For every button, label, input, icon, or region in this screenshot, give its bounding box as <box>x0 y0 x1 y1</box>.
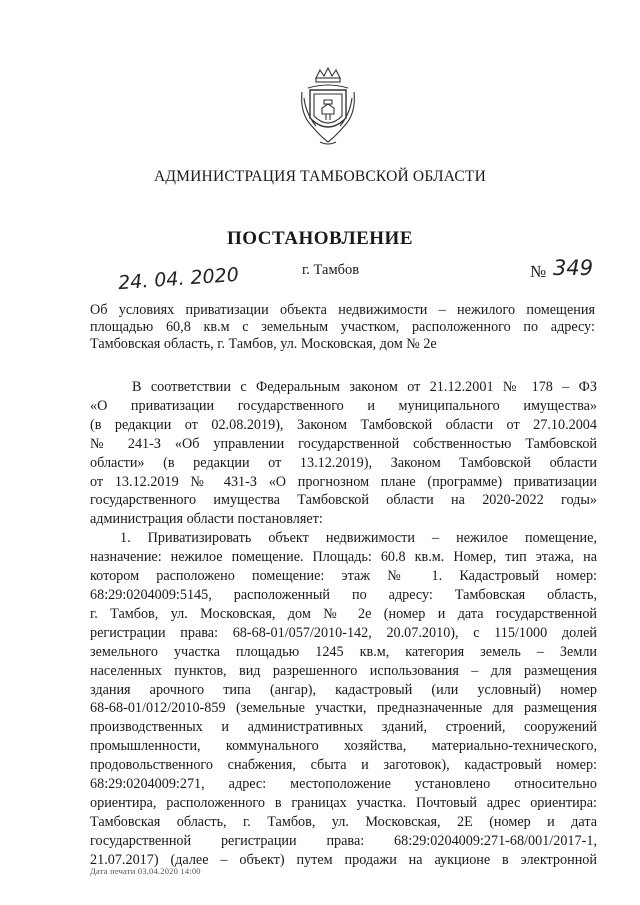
body-line: г. Тамбов, ул. Московская, дом № 2е (номер и дата государственной <box>90 605 597 622</box>
body-line: промышленности, коммунального хозяйства, материально-технического, <box>90 738 597 755</box>
body-line: администрация области постановляет: <box>90 511 323 528</box>
body-line: производственных и административных зданий, строений, сооружений <box>90 719 597 736</box>
body-line: № 241-З «Об управлении государственной собственностью Тамбовской <box>90 435 597 452</box>
handwritten-date: 24. 04. 2020 <box>117 263 240 295</box>
body-line: 68-68-01/012/2010-859 (земельные участки, предназначенные для размещения <box>90 700 597 717</box>
body-line: от 13.12.2019 № 431-З «О прогнозном плане (программе) приватизации <box>90 473 597 490</box>
subject-line: площадью 60,8 кв.м с земельным участком, расположенного по адресу: <box>90 319 595 335</box>
subject-line: Об условиях приватизации объекта недвижимости – нежилого помещения <box>90 302 595 318</box>
handwritten-number: 349 <box>553 256 594 280</box>
body-line: Тамбовская область, г. Тамбов, ул. Московская, 2Е (номер и дата <box>90 813 597 830</box>
body-line: 21.07.2017) (далее – объект) путем продажи на аукционе в электронной <box>90 851 597 868</box>
body-line: котором расположено помещение: этаж № 1. Кадастровый номер: <box>90 568 597 585</box>
body-line: продовольственного снабжения, сбыта и заготовок), кадастровый номер: <box>90 757 597 774</box>
subject-line: Тамбовская область, г. Тамбов, ул. Московская, дом № 2е <box>90 336 437 352</box>
document-type-title: ПОСТАНОВЛЕНИЕ <box>226 228 414 249</box>
print-date-footer: Дата печати 03.04.2020 14:00 <box>90 866 201 876</box>
body-line: области» (в редакции от 13.12.2019), Законом Тамбовской области <box>90 454 597 471</box>
number-label: № <box>530 262 547 281</box>
body-line: В соответствии с Федеральным законом от 21.12.2001 № 178 – ФЗ <box>132 379 597 395</box>
body-line: 1. Приватизировать объект недвижимости – нежилое помещение, <box>120 530 597 547</box>
body-line: «О приватизации государственного и муниципального имущества» <box>90 397 597 414</box>
body-line: населенных пунктов, вид разрешенного использования – для размещения <box>90 662 597 679</box>
body-line: земельного участка площадью 1245 кв.м, категория земель – Земли <box>90 643 597 660</box>
document-subject <box>90 302 595 353</box>
body-line: 68:29:0204009:271, адрес: местоположение установлено относительно <box>90 776 597 793</box>
city-label: г. Тамбов <box>302 262 360 278</box>
body-line: здания арочного типа (ангар), кадастровый (или условный) номер <box>90 681 597 698</box>
body-line: регистрации права: 68-68-01/057/2010-142, 20.07.2010), с 115/1000 долей <box>90 624 597 641</box>
body-line: (в редакции от 02.08.2019), Законом Тамбовской области от 27.10.2004 <box>90 416 597 433</box>
body-line: государственной регистрации права: 68:29:0204009:271-68/001/2017-1, <box>90 832 597 849</box>
body-line: государственного имущества Тамбовской области на 2020-2022 годы» <box>90 492 597 509</box>
coat-of-arms-emblem <box>296 64 360 148</box>
body-line: ориентира, расположенного в границах участка. Почтовый адрес ориентира: <box>90 794 597 811</box>
organization-name: АДМИНИСТРАЦИЯ ТАМБОВСКОЙ ОБЛАСТИ <box>154 168 486 185</box>
document-body <box>90 378 597 870</box>
body-line: 68:29:0204009:5145, расположенный по адресу: Тамбовская область, <box>90 586 597 603</box>
body-line: назначение: нежилое помещение. Площадь: 60.8 кв.м. Номер, тип этажа, на <box>90 549 597 566</box>
